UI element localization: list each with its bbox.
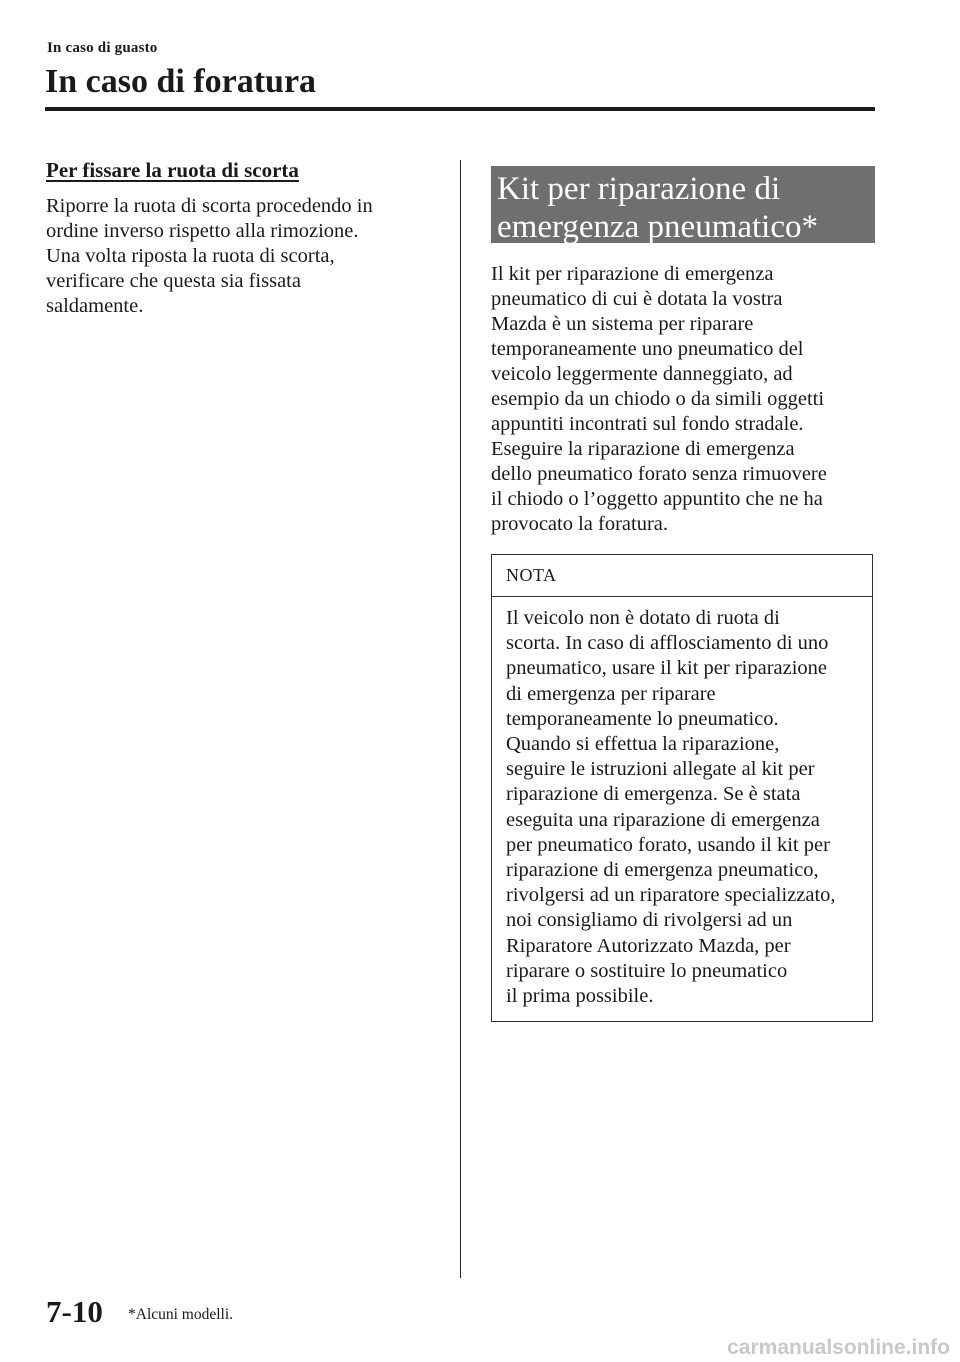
subsection-body: Riporre la ruota di scorta procedendo in ordine inverso rispetto alla rimozione. Una volta riposta la ruota di scorta, verificare che questa sia fissata saldamente. (46, 195, 373, 317)
note-box (491, 554, 873, 1022)
column-divider (460, 160, 461, 1278)
footnote: *Alcuni modelli. (128, 1306, 234, 1323)
left-column (46, 156, 446, 319)
subsection-heading: Per fissare la ruota di scorta (46, 158, 299, 182)
right-column (491, 166, 875, 1022)
section-header: Kit per riparazione di emergenza pneumatico* (491, 166, 875, 243)
note-label: NOTA (492, 555, 872, 597)
page-number: 7-10 (46, 1294, 103, 1329)
page-title: In caso di foratura (45, 63, 317, 100)
watermark: carmanualsonline.info (727, 1336, 950, 1359)
title-rule (45, 107, 875, 111)
breadcrumb: In caso di guasto (47, 40, 158, 56)
section-intro: Il kit per riparazione di emergenza pneumatico di cui è dotata la vostra Mazda è un sistema per riparare temporaneamente uno pneumatico del veicolo leggermente danneggiato, ad esempio da un chiodo o da simili oggetti appuntiti incontrati sul fondo stradale. Eseguire la riparazione di emergenza dello pneumatico forato senza rimuovere il chiodo o l’oggetto appuntito che ne ha provocato la foratura. (491, 263, 827, 535)
note-text: Il veicolo non è dotato di ruota di scorta. In caso di afflosciamento di uno pneumatico, usare il kit per riparazione di emergenza per riparare temporaneamente lo pneumatico. Quando si effettua la riparazione, seguire le istruzioni allegate al kit per riparazione di emergenza. Se è stata eseguita una riparazione di emergenza per pneumatico forato, usando il kit per riparazione di emergenza pneumatico, rivolgersi ad un riparatore specializzato, noi consigliamo di rivolgersi ad un Riparatore Autorizzato Mazda, per riparare o sostituire lo pneumatico il prima possibile. (506, 607, 836, 1008)
